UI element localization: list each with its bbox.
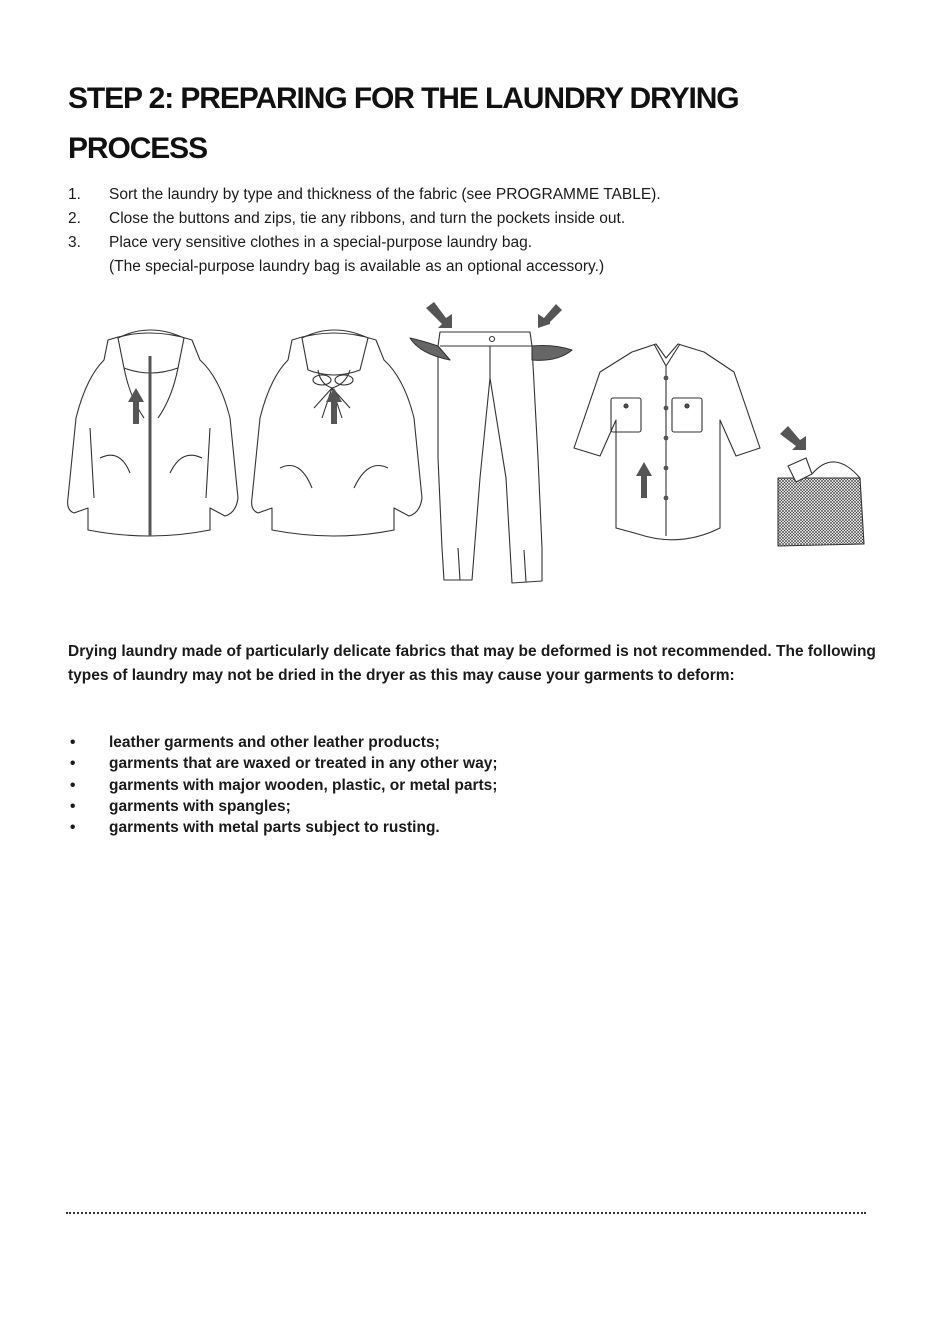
- list-item-text: garments with spangles;: [109, 797, 291, 815]
- page-title: STEP 2: PREPARING FOR THE LAUNDRY DRYING PROCESS: [68, 82, 739, 165]
- step-text: Sort the laundry by type and thickness of the fabric (see PROGRAMME TABLE).: [109, 186, 661, 203]
- step-text: Close the buttons and zips, tie any ribbons, and turn the pockets inside out.: [109, 210, 626, 227]
- footer-divider: [66, 1212, 866, 1214]
- list-item: [68, 775, 878, 796]
- list-item-text: leather garments and other leather products;: [109, 734, 440, 751]
- list-item-text: garments with metal parts subject to rusting.: [109, 819, 440, 837]
- jeans-pockets-out-icon: [410, 302, 572, 583]
- laundry-bag-icon: [778, 426, 864, 546]
- step-2: [68, 207, 888, 231]
- bullet-icon: •: [70, 734, 76, 751]
- list-item: [68, 753, 878, 774]
- bullet-icon: •: [70, 819, 76, 837]
- list-item: [68, 817, 878, 838]
- list-item-text: garments that are waxed or treated in any other way;: [109, 755, 498, 773]
- bullet-icon: •: [70, 797, 76, 815]
- step-1: [68, 183, 888, 207]
- tied-hoodie-icon: [252, 330, 422, 536]
- bullet-icon: •: [70, 755, 76, 773]
- buttoned-shirt-icon: [574, 344, 760, 540]
- unsuitable-garments-list: [68, 732, 878, 838]
- preparation-steps: [68, 183, 888, 279]
- step-note: (The special-purpose laundry bag is available as an optional accessory.): [109, 258, 605, 275]
- step-3: [68, 231, 888, 255]
- step-number: 2.: [68, 210, 81, 227]
- list-item-text: garments with major wooden, plastic, or metal parts;: [109, 776, 498, 794]
- garment-illustrations: [60, 298, 875, 593]
- bullet-icon: •: [70, 776, 76, 794]
- step-number: 1.: [68, 186, 81, 203]
- warning-paragraph: Drying laundry made of particularly delicate fabrics that may be deformed is not recommended. The following types of laundry may not be dried in the dryer as this may cause your garments to deform:: [68, 643, 876, 684]
- step-text: Place very sensitive clothes in a special-purpose laundry bag.: [109, 234, 533, 251]
- zipped-hoodie-icon: [68, 330, 238, 536]
- step-number: 3.: [68, 234, 81, 251]
- list-item: [68, 796, 878, 817]
- list-item: [68, 732, 878, 753]
